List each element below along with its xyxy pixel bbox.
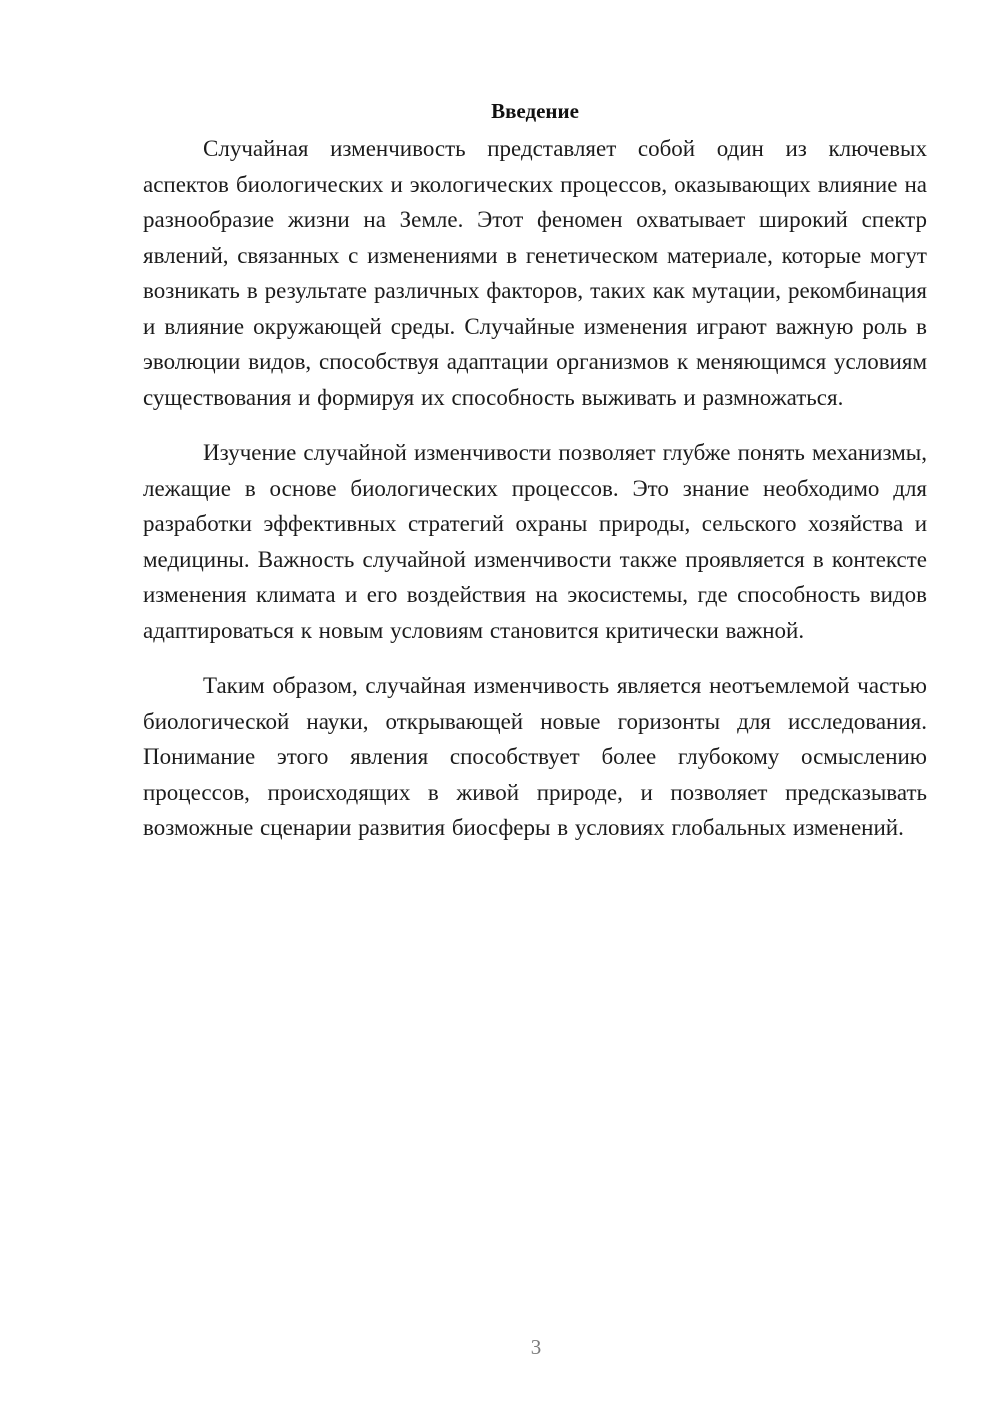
page-content — [143, 96, 927, 866]
paragraph-1: Случайная изменчивость представляет собой один из ключевых аспектов биологических и экологических процессов, оказывающих влияние на разнообразие жизни на Земле. Этот феномен охватывает широкий спектр явлений, связанных с изменениями в генетическом материале, которые могут возникать в результате различных факторов, таких как мутации, рекомбинация и влияние окружающей среды. Случайные изменения играют важную роль в эволюции видов, способствуя адаптации организмов к меняющимся условиям существования и формируя их способность выживать и размножаться. — [143, 136, 927, 410]
page-number: 3 — [530, 1335, 542, 1359]
paragraph-3: Таким образом, случайная изменчивость является неотъемлемой частью биологической науки, открывающей новые горизонты для исследования. Понимание этого явления способствует более глубокому осмыслению процессов, происходящих в живой природе, и позволяет предсказывать возможные сценарии развития биосферы в условиях глобальных изменений. — [143, 673, 927, 840]
paragraph-2: Изучение случайной изменчивости позволяет глубже понять механизмы, лежащие в основе биологических процессов. Это знание необходимо для разработки эффективных стратегий охраны природы, сельского хозяйства и медицины. Важность случайной изменчивости также проявляется в контексте изменения климата и его воздействия на экосистемы, где способность видов адаптироваться к новым условиям становится критически важной. — [143, 440, 927, 643]
section-title: Введение — [491, 99, 579, 123]
